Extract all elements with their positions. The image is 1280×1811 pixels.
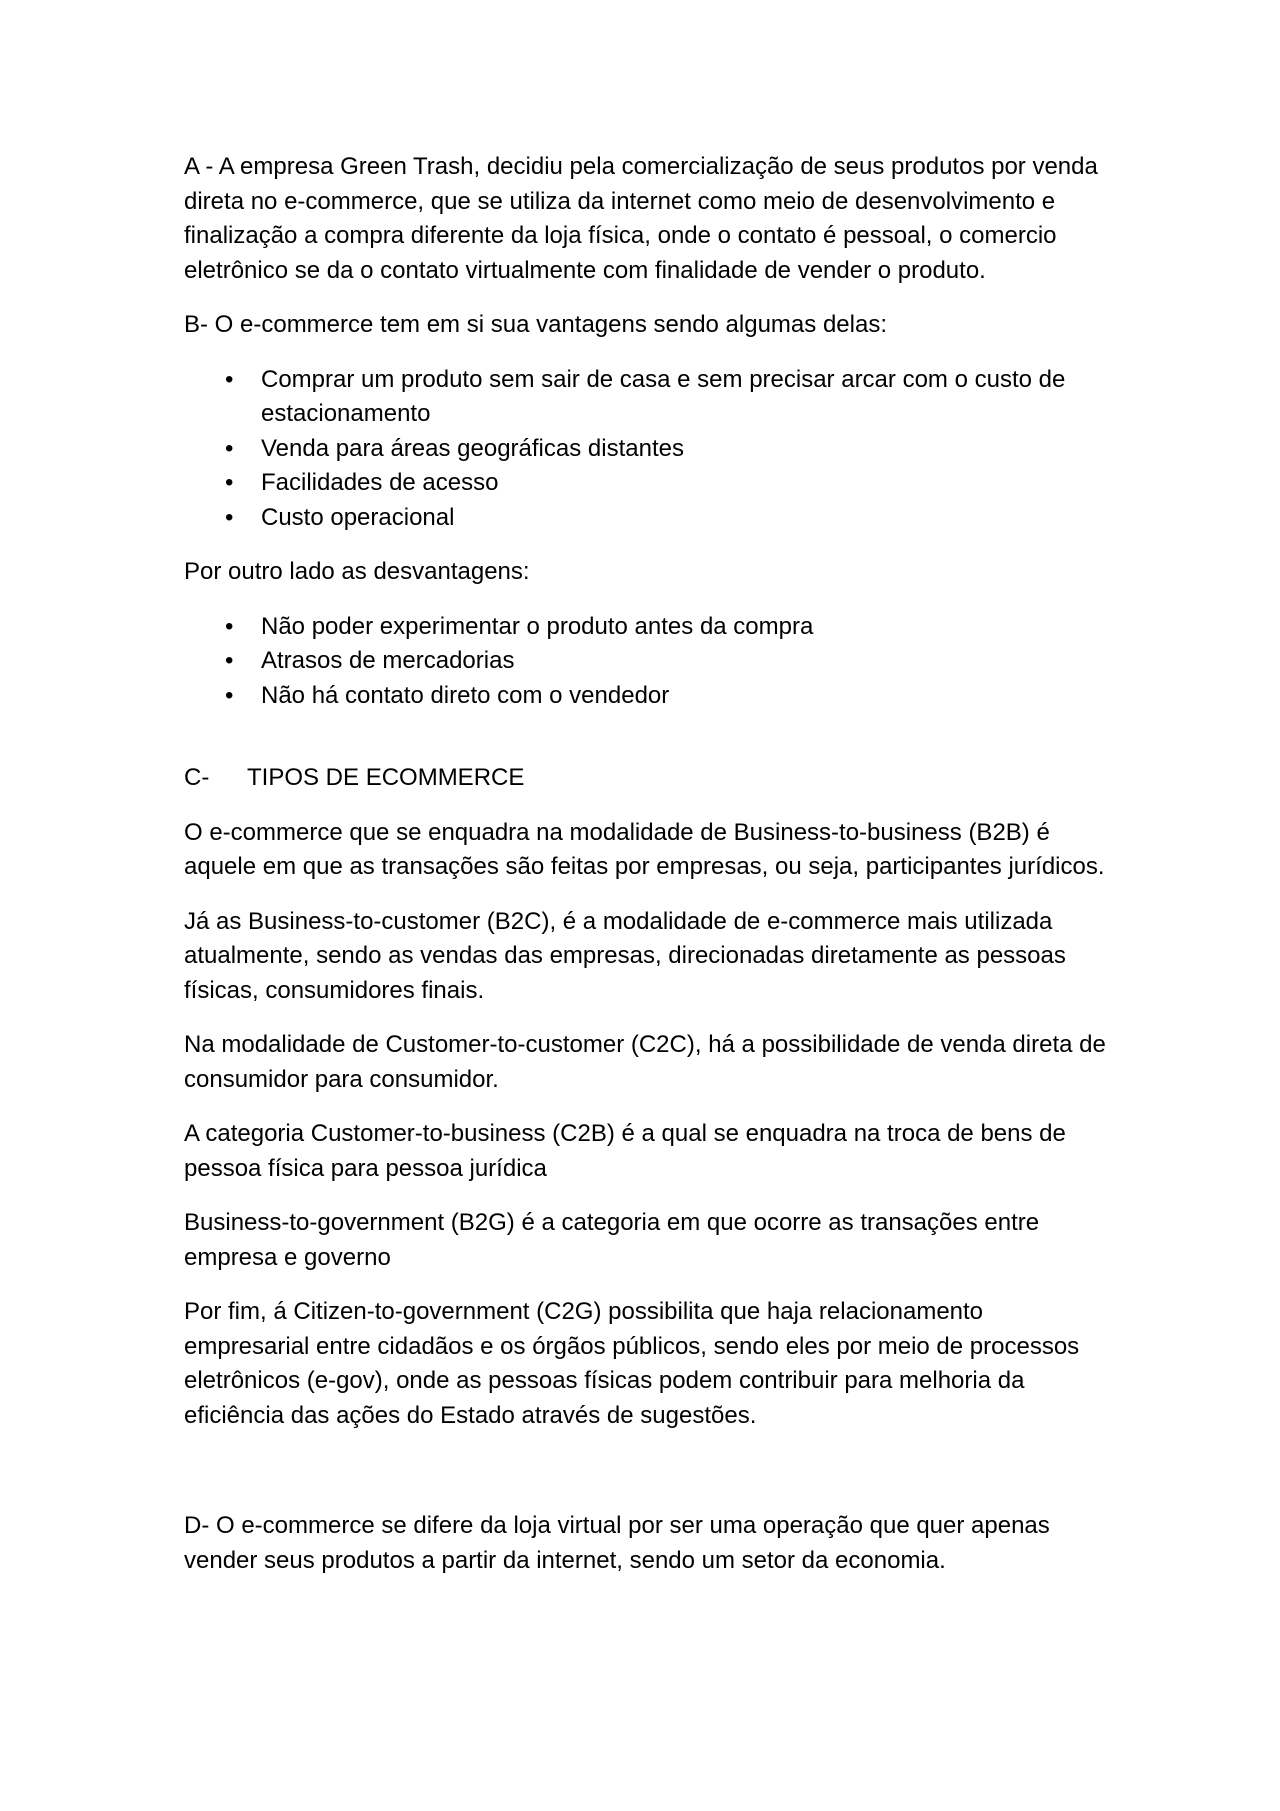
advantages-list [184,363,1114,536]
paragraph-c2c: Na modalidade de Customer-to-customer (C2C), há a possibilidade de venda direta de consumidor para consumidor. [184,1031,1106,1093]
list-item [184,432,1114,467]
list-item-text: Comprar um produto sem sair de casa e sem precisar arcar com o custo de estacionamento [261,365,1066,427]
list-item [184,501,1114,536]
document-page [184,150,1114,1578]
section-c-title: TIPOS DE ECOMMERCE [247,764,525,791]
disadvantages-list [184,610,1114,714]
list-item [184,466,1114,501]
bullet-icon: • [225,681,234,709]
paragraph-b2g: Business-to-government (B2G) é a categoria em que ocorre as transações entre empresa e governo [184,1209,1040,1271]
paragraph-b2c: Já as Business-to-customer (B2C), é a modalidade de e-commerce mais utilizada atualmente, sendo as vendas das empresas, direcionadas diretamente as pessoas físicas, consumidores finais. [184,907,1066,1004]
paragraph-a: A - A empresa Green Trash, decidiu pela comercialização de seus produtos por venda direta no e-commerce, que se utiliza da internet como meio de desenvolvimento e finalização a compra diferente da loja física, onde o contato é pessoal, o comercio eletrônico se da o contato virtualmente com finalidade de vender o produto. [184,153,1098,284]
bullet-icon: • [225,365,234,393]
list-item [184,610,1114,645]
list-item-text: Não há contato direto com o vendedor [261,681,670,709]
list-item-text: Facilidades de acesso [261,469,499,496]
list-item-text: Atrasos de mercadorias [261,647,515,674]
bullet-icon: • [225,434,234,462]
list-item-text: Não poder experimentar o produto antes da compra [261,612,814,640]
list-item [184,363,1114,432]
bullet-icon: • [225,503,234,531]
list-item-text: Venda para áreas geográficas distantes [261,434,684,462]
bullet-icon: • [225,469,234,496]
bullet-icon: • [225,612,234,640]
paragraph-c2b: A categoria Customer-to-business (C2B) é a qual se enquadra na troca de bens de pessoa física para pessoa jurídica [184,1120,1066,1182]
paragraph-d: D- O e-commerce se difere da loja virtual por ser uma operação que quer apenas vender seus produtos a partir da internet, sendo um setor da economia. [184,1512,1050,1574]
list-item [184,644,1114,679]
paragraph-b-intro: B- O e-commerce tem em si sua vantagens sendo algumas delas: [184,311,887,338]
list-item [184,679,1114,714]
disadvantages-intro: Por outro lado as desvantagens: [184,558,530,585]
paragraph-c2g: Por fim, á Citizen-to-government (C2G) possibilita que haja relacionamento empresarial entre cidadãos e os órgãos públicos, sendo eles por meio de processos eletrônicos (e-gov), onde as pessoas físicas podem contribuir para melhoria da eficiência das ações do Estado através de sugestões. [184,1298,1080,1429]
section-c-letter: C- [184,764,210,791]
section-c-heading [184,761,1114,796]
list-item-text: Custo operacional [261,503,455,531]
bullet-icon: • [225,647,234,674]
paragraph-b2b: O e-commerce que se enquadra na modalidade de Business-to-business (B2B) é aquele em que as transações são feitas por empresas, ou seja, participantes jurídicos. [184,818,1105,880]
